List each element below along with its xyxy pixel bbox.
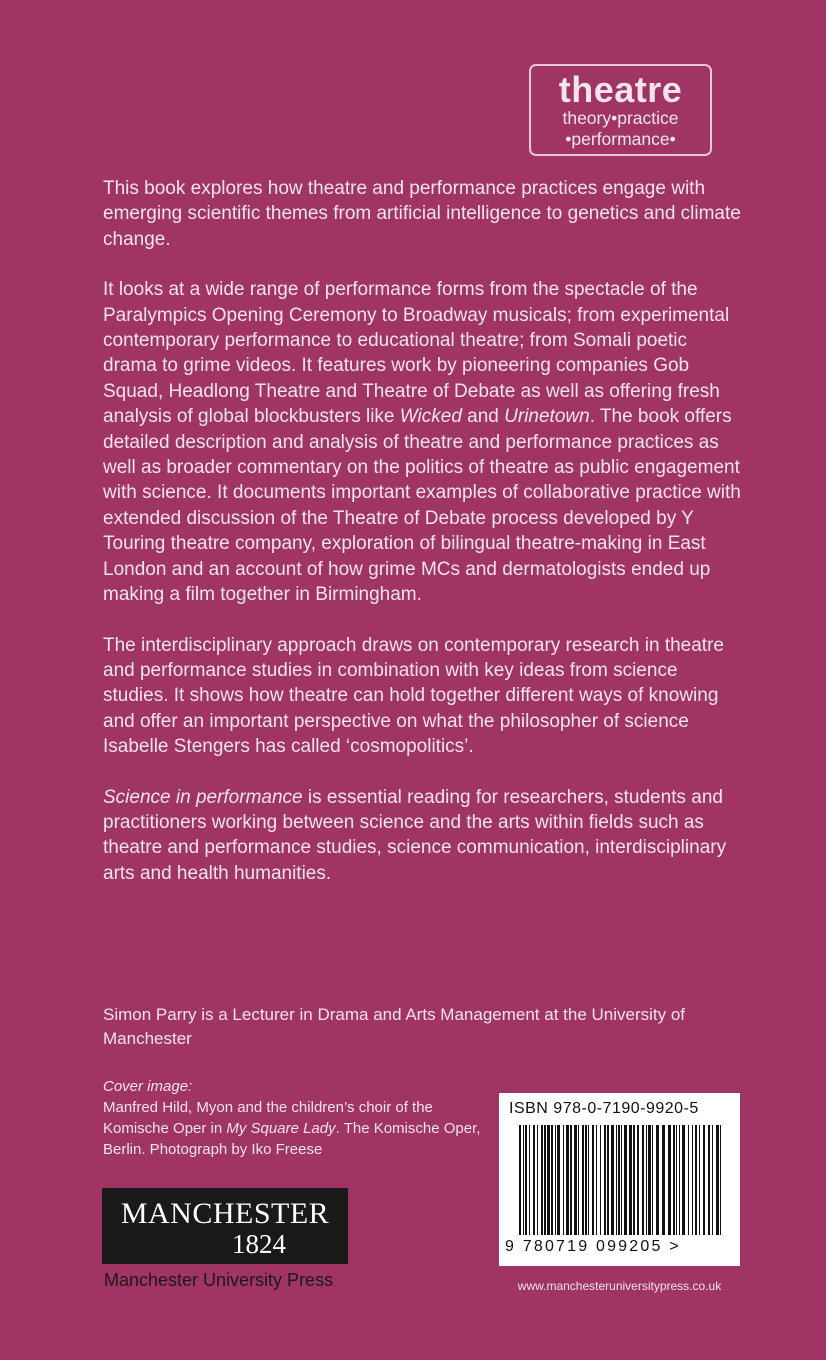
barcode-bar: [533, 1125, 535, 1235]
barcode-bar: [646, 1125, 647, 1235]
barcode-bar: [679, 1125, 680, 1235]
barcode-bar: [525, 1125, 527, 1235]
barcode-bar: [637, 1125, 639, 1235]
barcode-bar: [578, 1125, 579, 1235]
barcode-bar: [624, 1125, 627, 1235]
barcode-bar: [547, 1125, 550, 1235]
barcode-bar: [544, 1125, 546, 1235]
series-logo: [529, 64, 712, 156]
barcode-bar: [682, 1125, 685, 1235]
barcode-bar: [648, 1125, 651, 1235]
barcode-bar: [574, 1125, 577, 1235]
blurb-paragraph-3: The interdisciplinary approach draws on contemporary research in theatre and performance studies in combination with key ideas from science studies. It shows how theatre can hold together different ways of knowing and offer an important perspective on what the philosopher of science Isabelle Stengers has called ‘cosmopolitics’.: [103, 634, 724, 758]
isbn-digits: 9 780719 099205 >: [505, 1238, 681, 1255]
barcode-bar: [519, 1125, 521, 1235]
barcode-bar: [611, 1125, 614, 1235]
series-logo-line3: •performance•: [565, 129, 676, 149]
barcode-bar: [596, 1125, 597, 1235]
barcode-bar: [695, 1125, 697, 1235]
series-logo-line2: theory•practice: [562, 108, 679, 128]
barcode-bar: [652, 1125, 653, 1235]
barcode-bar: [551, 1125, 553, 1235]
blurb-paragraph-4: Science in performance is essential reading for researchers, students and practitioners working between science and the arts within fields such as theatre and performance studies, science communication, interdisciplinary arts and health humanities.: [103, 786, 727, 884]
series-logo-title: theatre: [558, 69, 683, 110]
barcode-bar: [566, 1125, 569, 1235]
barcode-bar: [585, 1125, 587, 1235]
barcode-bar: [656, 1125, 659, 1235]
barcode-bar: [708, 1125, 710, 1235]
logo-year: 1824: [232, 1229, 286, 1259]
barcode-bar: [618, 1125, 620, 1235]
barcode-bar: [523, 1125, 524, 1235]
barcode-bar: [720, 1125, 721, 1235]
barcode-bar: [668, 1125, 671, 1235]
barcode-bar: [563, 1125, 564, 1235]
cover-credit-label: Cover image:: [103, 1078, 193, 1095]
isbn-label: ISBN 978-0-7190-9920-5: [509, 1100, 699, 1117]
barcode-bar: [616, 1125, 617, 1235]
barcode-bar: [592, 1125, 594, 1235]
manchester-logo: [102, 1188, 348, 1264]
logo-name: MANCHESTER: [120, 1197, 330, 1230]
barcode-bar: [607, 1125, 609, 1235]
barcode-bar: [588, 1125, 589, 1235]
barcode-bar: [604, 1125, 606, 1235]
isbn-barcode: [499, 1093, 740, 1266]
barcode-bar: [537, 1125, 538, 1235]
cover-credit: Cover image: Manfred Hild, Myon and the children’s choir of the Komische Oper in My Square Lady. The Komische Oper, Berlin. Photograph by Iko Freese: [103, 1078, 481, 1158]
barcode-bar: [688, 1125, 689, 1235]
author-bio: Simon Parry is a Lecturer in Drama and Arts Management at the University of Manchester: [103, 1005, 686, 1048]
barcode-bar: [662, 1125, 665, 1235]
barcode-bar: [676, 1125, 677, 1235]
barcode-bar: [629, 1125, 632, 1235]
barcode-bar: [712, 1125, 713, 1235]
barcode-bar: [557, 1125, 560, 1235]
barcode-bar: [673, 1125, 675, 1235]
barcode-bar: [716, 1125, 719, 1235]
barcode-bar: [555, 1125, 556, 1235]
barcode-bar: [541, 1125, 543, 1235]
barcode-bar: [582, 1125, 584, 1235]
barcode-bar: [642, 1125, 644, 1235]
blurb: [103, 176, 743, 911]
blurb-paragraph-2: It looks at a wide range of performance forms from the spectacle of the Paralympics Opening Ceremony to Broadway musicals; from experimental contemporary performance to educational theatre; from Somali poetic drama to grime videos. It features work by pioneering companies Gob Squad, Headlong Theatre and Theatre of Debate as well as offering fresh analysis of global blockbusters like Wicked and Urinetown. The book offers detailed description and analysis of theatre and performance practices as well as broader commentary on the politics of theatre as public engagement with science. It documents important examples of collaborative practice with extended discussion of the Theatre of Debate process developed by Y Touring theatre company, exploration of bilingual theatre-making in East London and an account of how grime MCs and dermatologists ended up making a film together in Birmingham.: [103, 279, 741, 606]
barcode-bar: [600, 1125, 601, 1235]
barcode-bar: [633, 1125, 635, 1235]
press-url: www.manchesteruniversitypress.co.uk: [517, 1279, 722, 1293]
barcode-bar: [529, 1125, 530, 1235]
barcode-bar: [703, 1125, 705, 1235]
barcode-bar: [621, 1125, 622, 1235]
press-name: Manchester University Press: [104, 1270, 334, 1290]
blurb-paragraph-1: This book explores how theatre and performance practices engage with emerging scientific themes from artificial intelligence to genetics and climate change.: [103, 178, 741, 250]
barcode-bar: [570, 1125, 572, 1235]
barcode-bar: [699, 1125, 700, 1235]
barcode-bar: [692, 1125, 693, 1235]
